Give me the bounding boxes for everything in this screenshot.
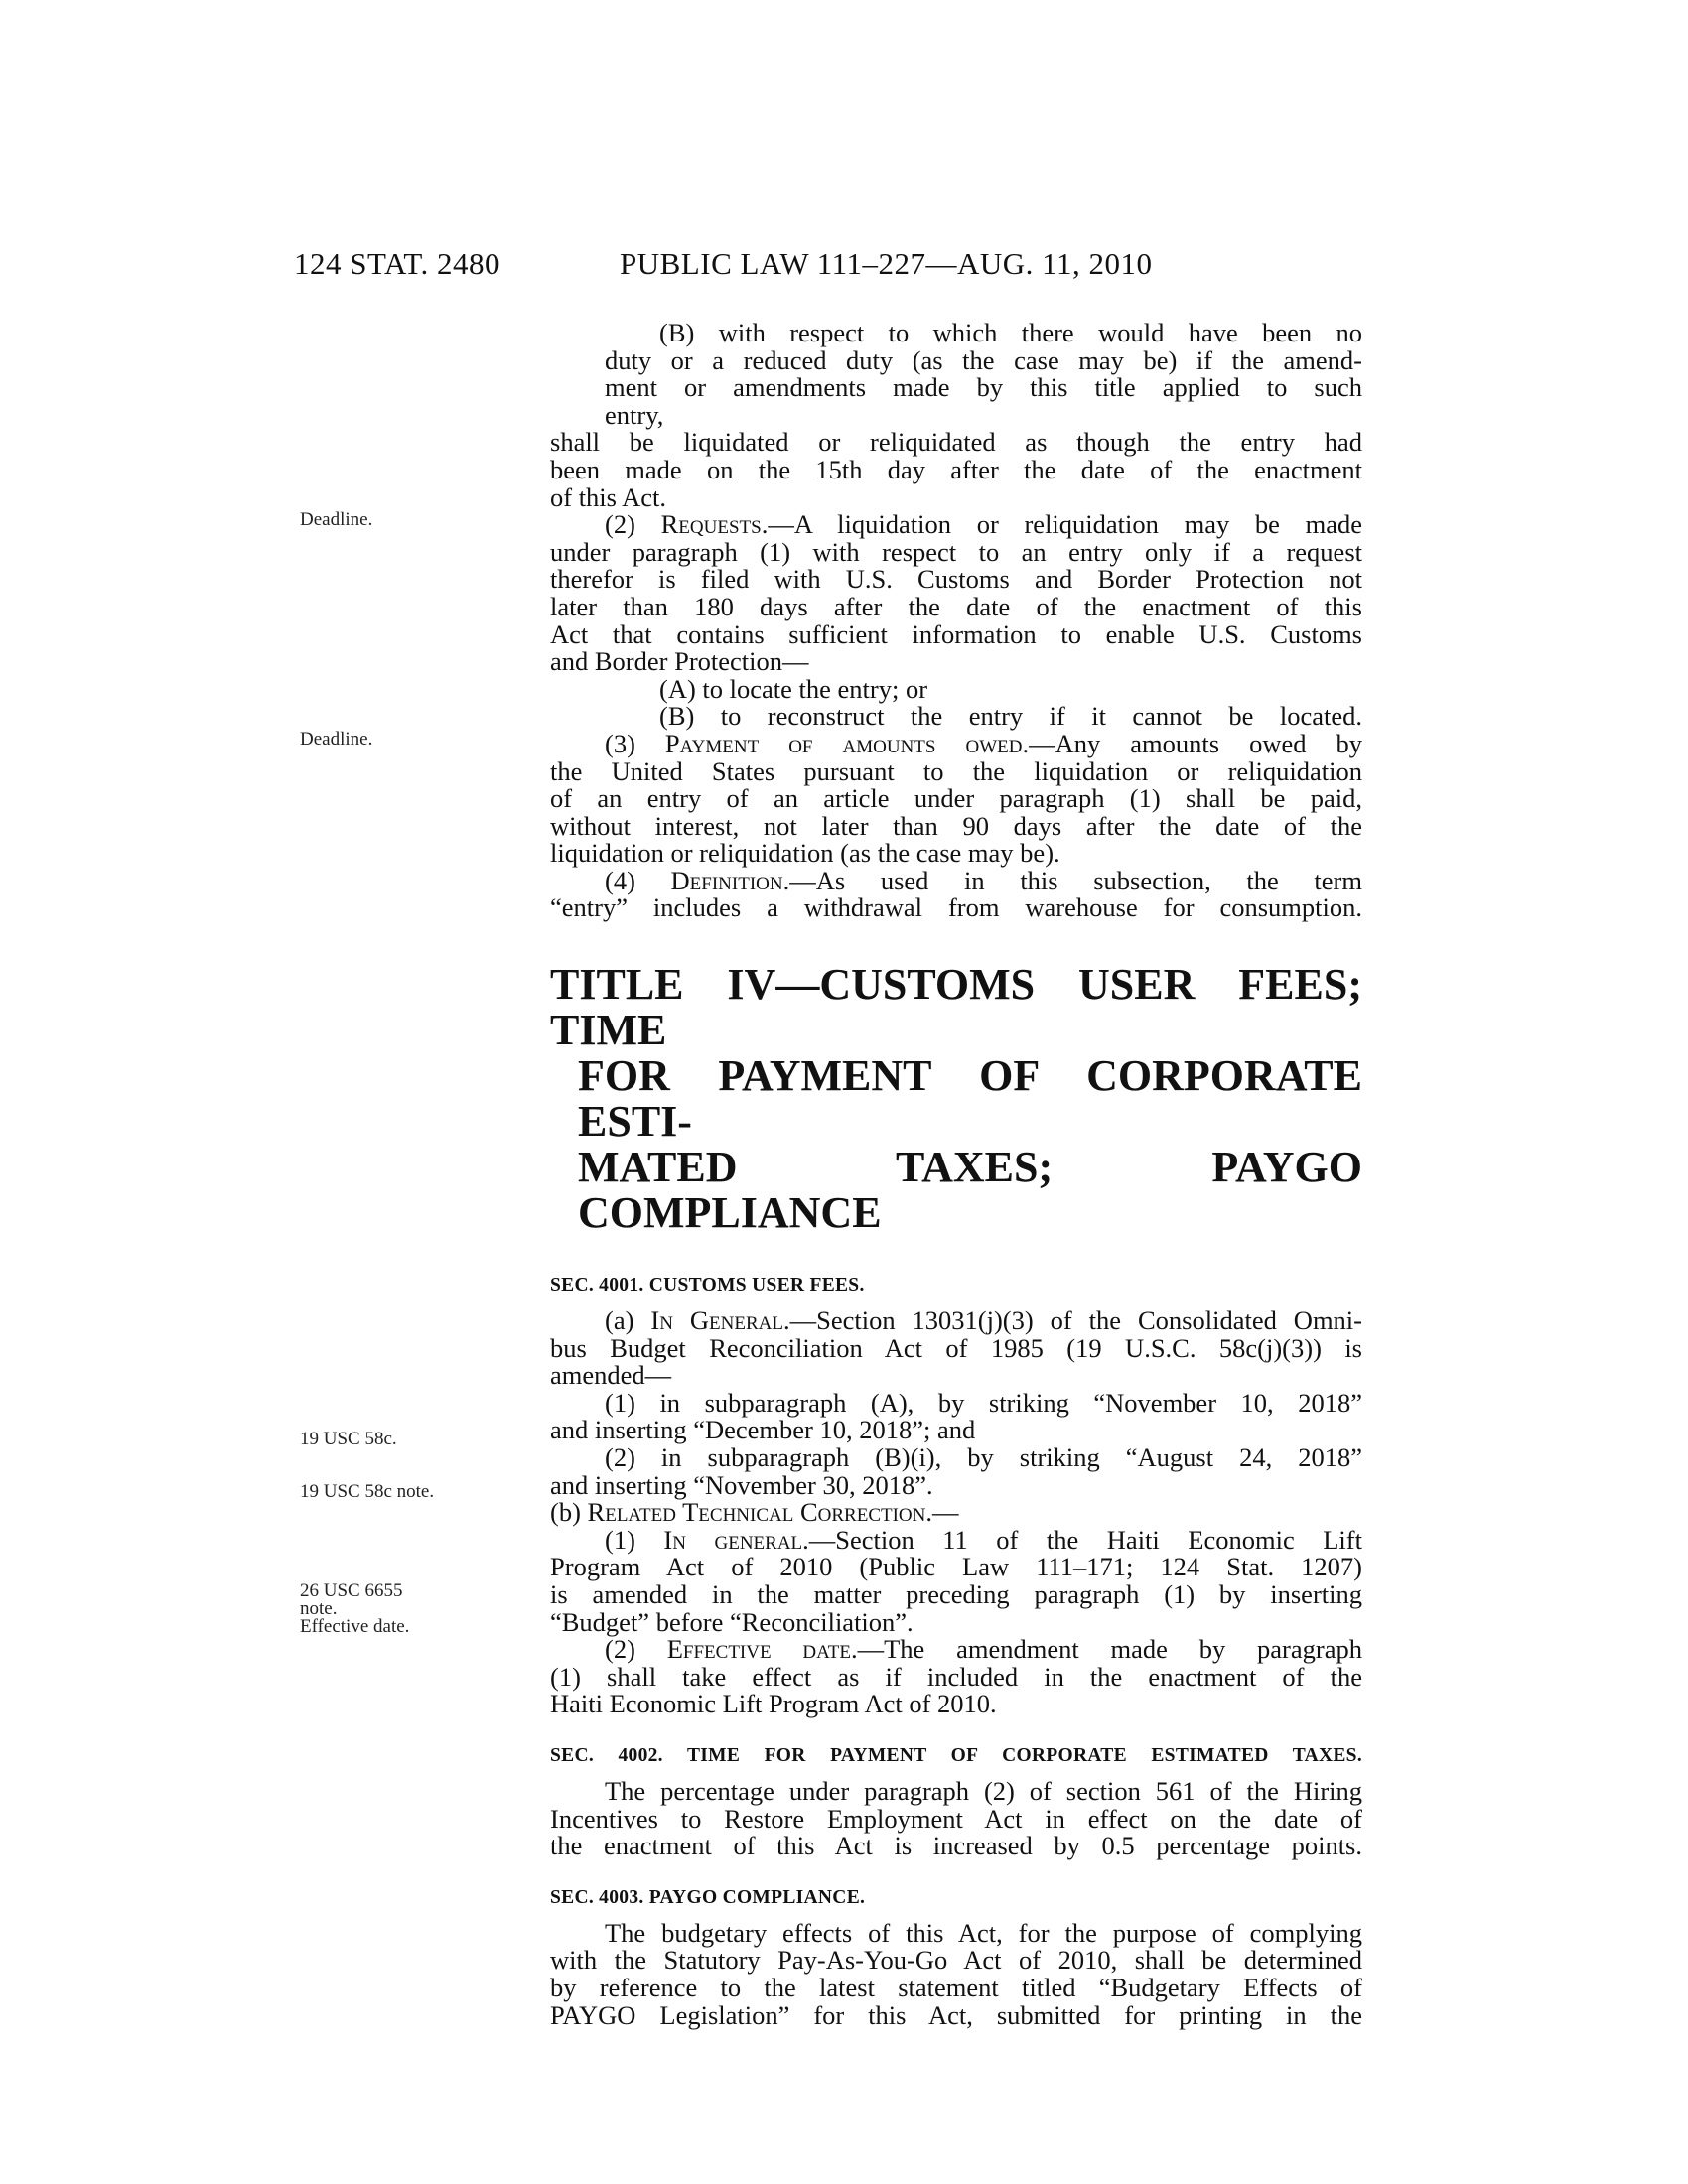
sec-4001-a1-line1: (1) in subparagraph (A), by striking “November 10, 2018” (605, 1387, 1362, 1418)
title-line2: FOR PAYMENT OF CORPORATE ESTI- (578, 1051, 1362, 1147)
margin-note-usc-6655-line1: 26 USC 6655 (300, 1580, 403, 1601)
payment-line4: without interest, not later than 90 days after the date of the (550, 810, 1362, 841)
sec-4001-a-line2: bus Budget Reconciliation Act of 1985 (19 U.S.C. 58c(j)(3)) is (550, 1332, 1362, 1363)
payment-text: .—Any amounts owed by (1022, 728, 1362, 758)
sec-4001-b1-line2: Program Act of 2010 (Public Law 111–171; 124 Stat. 1207) (550, 1552, 1362, 1582)
sec-4001-a2-line1: (2) in subparagraph (B)(i), by striking “August 24, 2018” (605, 1442, 1362, 1473)
definition-text: .—As used in this subsection, the term (782, 865, 1362, 895)
sec-4001-a-number: (a) (605, 1305, 651, 1336)
definition-line1 (550, 865, 1362, 895)
sec-4002-line3: the enactment of this Act is increased by 0.5 percentage points. (550, 1831, 1362, 1861)
sec-4002-line1: The percentage under paragraph (2) of section 561 of the Hiring (605, 1775, 1362, 1806)
sec-4001-a-line3: amended— (550, 1360, 672, 1391)
requests-text: .—A liquidation or reliquidation may be made (761, 509, 1363, 540)
requests-line4: later than 180 days after the date of the enactment of this (550, 591, 1362, 621)
requests-line3: therefor is filed with U.S. Customs and Border Protection not (550, 564, 1362, 595)
margin-note-usc-58c: 19 USC 58c. (300, 1429, 397, 1449)
sec-4001-b1-line4: “Budget” before “Reconciliation”. (550, 1606, 914, 1637)
requests-line5: Act that contains sufficient information to enable U.S. Customs (550, 618, 1362, 649)
sec-4001-a-line1 (550, 1307, 1362, 1335)
sec-4001-b2-line3: Haiti Economic Lift Program Act of 2010. (550, 1689, 997, 1719)
sec-4002-line2: Incentives to Restore Employment Act in effect on the date of (550, 1803, 1362, 1834)
sec-4001-a1-line2: and inserting “December 10, 2018”; and (550, 1415, 976, 1445)
payment-line3: of an entry of an article under paragraph (1) shall be paid, (550, 783, 1362, 814)
para-b-line3: ment or amendments made by this title applied to such (605, 372, 1362, 403)
sec-4001-a-heading: In General (650, 1305, 783, 1336)
sec-4001-b-number: (b) (550, 1497, 588, 1528)
margin-note-usc-6655-line2: note. (300, 1598, 338, 1619)
sec-4001-b2-text: .—The amendment made by paragraph (850, 1634, 1362, 1665)
sec-4003-line1: The budgetary effects of this Act, for the purpose of complying (605, 1917, 1362, 1948)
sec-4002-heading: SEC. 4002. TIME FOR PAYMENT OF CORPORATE ESTIMATED TAXES. (550, 1744, 1362, 1766)
sec-4001-b1-line3: is amended in the matter preceding paragraph (1) by inserting (550, 1579, 1362, 1609)
sec-4001-b2-number: (2) (605, 1634, 667, 1665)
para-b-line2: duty or a reduced duty (as the case may be) if the amend- (605, 344, 1362, 375)
liquidated-line1: shall be liquidated or reliquidated as though the entry had (550, 427, 1362, 458)
sec-4001-heading: SEC. 4001. CUSTOMS USER FEES. (550, 1275, 865, 1297)
sec-4001-b1-line1 (550, 1524, 1362, 1555)
title-heading (550, 962, 1362, 1236)
requests-line6: and Border Protection— (550, 646, 809, 677)
sec-4001-a-text: .—Section 13031(j)(3) of the Consolidated Omni- (782, 1305, 1362, 1336)
public-law-running-head: PUBLIC LAW 111–227—AUG. 11, 2010 (620, 246, 1153, 281)
para-b-line1: (B) with respect to which there would have been no (659, 318, 1362, 347)
margin-note-deadline-2: Deadline. (300, 729, 373, 750)
sec-4001-b2-line2: (1) shall take effect as if included in the enactment of the (550, 1661, 1362, 1692)
body-column (550, 320, 1362, 2029)
sec-4001-b1-number: (1) (605, 1524, 664, 1555)
sec-4001-b2-line1 (550, 1636, 1362, 1664)
margin-note-usc-58c-note: 19 USC 58c note. (300, 1481, 435, 1502)
requests-line1 (550, 511, 1362, 539)
title-line1: TITLE IV—CUSTOMS USER FEES; TIME (550, 960, 1362, 1055)
requests-item-b: (B) to reconstruct the entry if it cannot be located. (659, 701, 1362, 732)
requests-item-a: (A) to locate the entry; or (659, 673, 928, 704)
margin-note-usc-6655-line3: Effective date. (300, 1616, 410, 1637)
requests-number: (2) (605, 509, 661, 540)
sec-4003-line4: PAYGO Legislation” for this Act, submitted for printing in the (550, 1999, 1362, 2030)
definition-number: (4) (605, 865, 671, 895)
definition-line2: “entry” includes a withdrawal from warehouse for consumption. (550, 892, 1362, 923)
sec-4003-line3: by reference to the latest statement titled “Budgetary Effects of (550, 1972, 1362, 2002)
sec-4001-a2-line2: and inserting “November 30, 2018”. (550, 1469, 933, 1500)
sec-4001-b-heading: Related Technical Correction (587, 1497, 926, 1528)
payment-line5: liquidation or reliquidation (as the case may be). (550, 838, 1060, 869)
sec-4001-b1-heading: In general (663, 1524, 803, 1555)
payment-line1 (550, 728, 1362, 758)
requests-line2: under paragraph (1) with respect to an entry only if a request (550, 536, 1362, 567)
sec-4001-b-line (550, 1499, 1362, 1527)
sec-4003-heading: SEC. 4003. PAYGO COMPLIANCE. (550, 1886, 866, 1908)
sec-4001-b-tail: .— (925, 1497, 959, 1528)
sec-4001-b2-heading: Effective date (666, 1634, 851, 1665)
payment-number: (3) (605, 728, 665, 758)
requests-heading: Requests (660, 509, 762, 540)
para-b-line4: entry, (605, 399, 664, 430)
liquidated-line3: of this Act. (550, 481, 667, 512)
payment-heading: Payment of amounts owed (664, 728, 1023, 758)
margin-note-deadline-1: Deadline. (300, 509, 373, 530)
stat-page-number: 124 STAT. 2480 (294, 246, 501, 281)
title-line3: MATED TAXES; PAYGO COMPLIANCE (578, 1143, 1362, 1238)
payment-line2: the United States pursuant to the liquidation or reliquidation (550, 755, 1362, 786)
sec-4003-line2: with the Statutory Pay-As-You-Go Act of 2010, shall be determined (550, 1945, 1362, 1976)
liquidated-line2: been made on the 15th day after the date of the enactment (550, 454, 1362, 484)
definition-heading: Definition (670, 865, 783, 895)
sec-4001-b1-text: .—Section 11 of the Haiti Economic Lift (802, 1524, 1362, 1555)
margin-note-usc-6655 (300, 1582, 479, 1636)
